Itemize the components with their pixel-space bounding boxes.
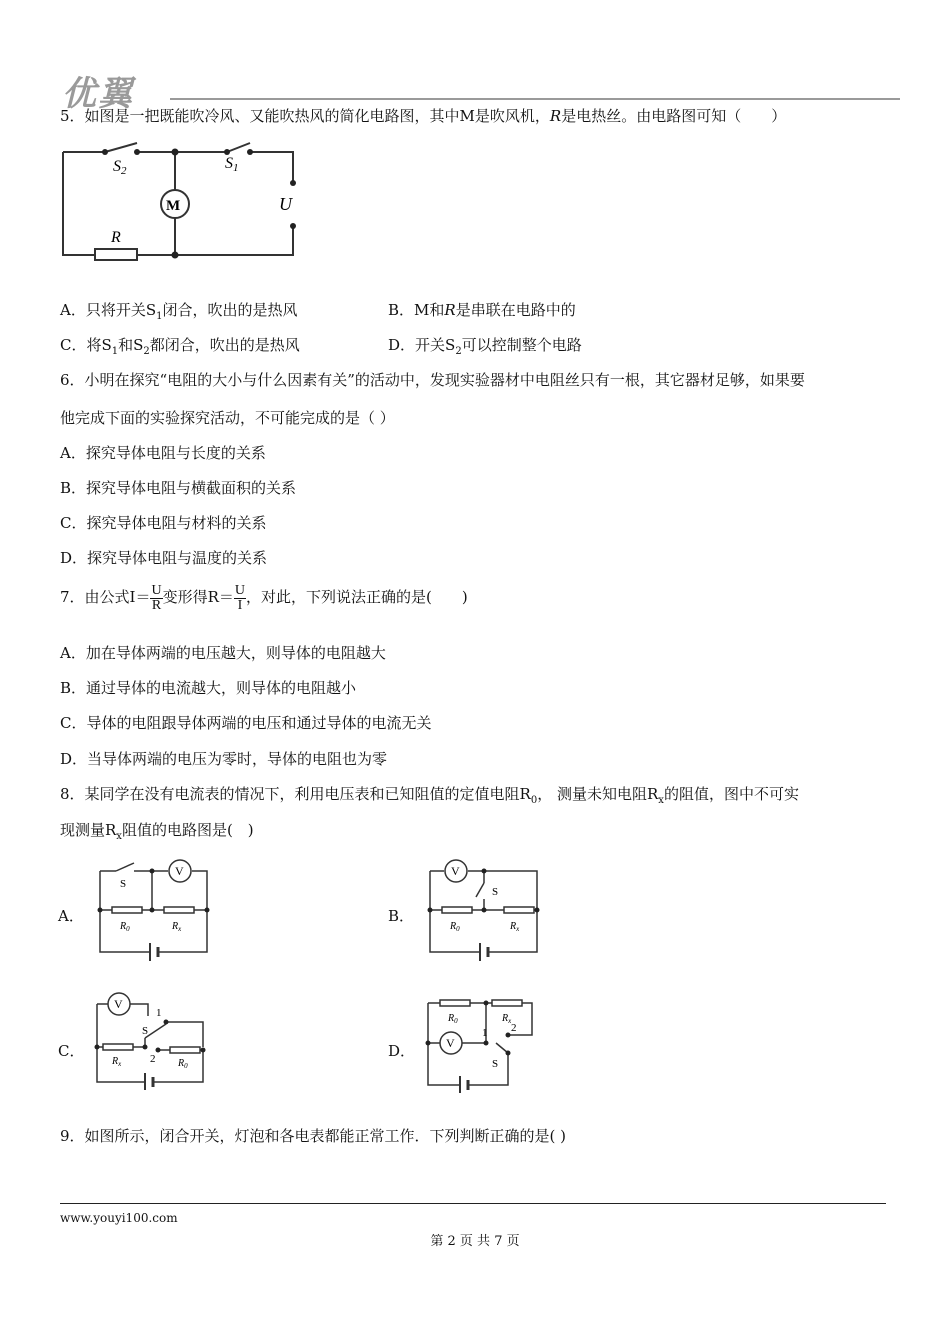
q8b-voltmeter-label: V [451, 864, 460, 878]
brand-logo: 优翼 [62, 74, 134, 114]
q6-stem-line1: 6．小明在探究“电阻的大小与什么因素有关”的活动中，发现实验器材中电阻丝只有一根，其它器材足够，如果要 [60, 371, 805, 389]
q5-voltage-label: U [279, 194, 292, 214]
q6-stem-line2: 他完成下面的实验探究活动，不可能完成的是（ ） [60, 409, 395, 427]
q7-stem: 7．由公式I＝ $\frac{U}{R}$ 变形得R＝ $\frac{U}{I}$ ，对此，下列说法正确的是( ) [60, 582, 468, 613]
q5-option-a: A．只将开关$S_1$闭合，吹出的是热风 [60, 301, 298, 322]
q8d-rx-label: $R_x$ [502, 1013, 512, 1025]
q8a-r0-label: $R_0$ [120, 921, 130, 933]
q8a-rx-label: $R_x$ [172, 921, 182, 933]
q5-option-d: D．开关$S_2$可以控制整个电路 [388, 336, 582, 357]
q8-option-c-label: C． [58, 1042, 85, 1060]
q5-option-c: C．将$S_1$和$S_2$都闭合，吹出的是热风 [60, 336, 300, 357]
q8c-r0-label: $R_0$ [178, 1058, 188, 1070]
formula-resistance: R＝ $\frac{U}{I}$ [207, 582, 246, 613]
q8-circuit-d [420, 993, 545, 1093]
q6-option-b: B．探究导体电阻与横截面积的关系 [60, 479, 297, 497]
q8c-contact-1: 1 [156, 1007, 162, 1019]
q8b-r0-label: $R_0$ [450, 921, 460, 933]
q8c-contact-2: 2 [150, 1053, 156, 1065]
q8-option-d-label: D． [388, 1042, 416, 1060]
q8d-contact-2: 2 [511, 1022, 517, 1034]
q8a-voltmeter-label: V [175, 864, 184, 878]
q6-option-d: D．探究导体电阻与温度的关系 [60, 549, 268, 567]
q8a-switch-label: S [120, 878, 127, 890]
page-number: 第 2 页 共 7 页 [430, 1234, 520, 1249]
q8c-switch-label: S [142, 1025, 149, 1037]
q5-motor-label: M [166, 198, 181, 214]
q8-stem-line2: 现测量$R_x$阻值的电路图是( ) [60, 821, 254, 842]
q5-stem: 5．如图是一把既能吹冷风、又能吹热风的简化电路图，其中M是吹风机，R是电热丝。由电路图可知（ ） [60, 107, 787, 125]
q5-option-b: B．M和R是串联在电路中的 [388, 301, 576, 319]
q8-stem-line1: 8．某同学在没有电流表的情况下，利用电压表和已知阻值的定值电阻$R_0$， 测量未知电阻$R_x$的阻值，图中不可实 [60, 785, 799, 806]
q9-stem: 9．如图所示，闭合开关，灯泡和各电表都能正常工作．下列判断正确的是( ) [60, 1127, 567, 1145]
q8b-rx-label: $R_x$ [510, 921, 520, 933]
q8c-rx-label: $R_x$ [112, 1056, 122, 1068]
q7-option-a: A．加在导体两端的电压越大，则导体的电阻越大 [60, 644, 386, 662]
q8d-contact-1: 1 [482, 1027, 488, 1039]
q7-option-d: D．当导体两端的电压为零时，导体的电阻也为零 [60, 750, 388, 768]
q7-option-c: C．导体的电阻跟导体两端的电压和通过导体的电流无关 [60, 714, 432, 732]
q8-option-b-label: B． [388, 907, 415, 925]
q8-circuit-c [90, 990, 210, 1090]
q6-option-a: A．探究导体电阻与长度的关系 [60, 444, 266, 462]
q7-option-b: B．通过导体的电流越大，则导体的电阻越小 [60, 679, 357, 697]
q8b-switch-label: S [492, 886, 499, 898]
q8-option-a-label: A． [58, 907, 84, 925]
q6-option-c: C．探究导体电阻与材料的关系 [60, 514, 267, 532]
q5-resistor-label: R [111, 229, 121, 246]
q5-s2-label: S2 [113, 158, 127, 177]
header-rule [170, 98, 900, 100]
q8-circuit-b [422, 857, 547, 962]
footer-rule [60, 1203, 886, 1204]
q8d-voltmeter-label: V [446, 1036, 455, 1050]
q5-s1-label: S1 [225, 155, 239, 174]
q8-circuit-a [92, 857, 217, 962]
formula-ohm: I＝ $\frac{U}{R}$ [129, 582, 162, 613]
q5-circuit-figure [55, 138, 305, 268]
q8c-voltmeter-label: V [114, 997, 123, 1011]
q8d-r0-label: $R_0$ [448, 1013, 458, 1025]
footer-url[interactable]: www.youyi100.com [60, 1211, 178, 1225]
q8d-switch-label: S [492, 1058, 499, 1070]
